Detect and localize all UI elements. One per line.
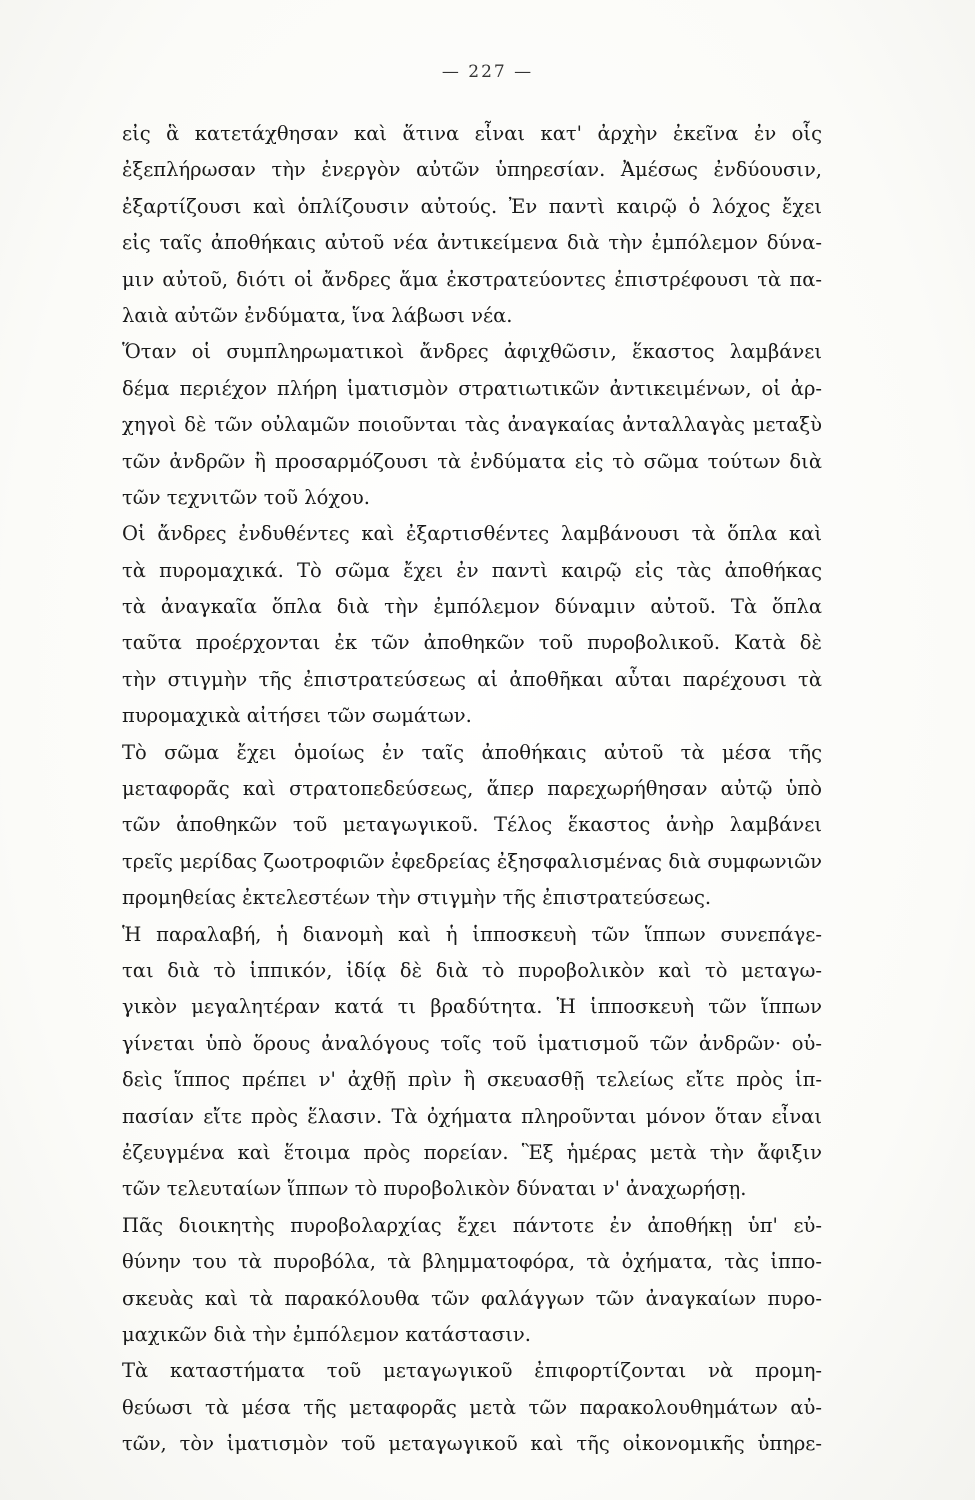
text-line: δεὶς ἵππος πρέπει ν' ἀχθῇ πρὶν ἢ σκευασθῇ τελείως εἴτε πρὸς ἱπ-: [122, 1068, 822, 1092]
text-line: ἐξεπλήρωσαν τὴν ἐνεργὸν αὐτῶν ὑπηρεσίαν. Ἀμέσως ἐνδύουσιν,: [122, 158, 822, 182]
text-line: λαιὰ αὐτῶν ἐνδύματα, ἵνα λάβωσι νέα.: [122, 303, 513, 327]
text-line: Ἡ παραλαβή, ἡ διανομὴ καὶ ἡ ἱπποσκευὴ τῶν ἵππων συνεπάγε-: [122, 922, 822, 946]
text-line: Τὸ σῶμα ἔχει ὁμοίως ἐν ταῖς ἀποθήκαις αὐτοῦ τὰ μέσα τῆς: [122, 740, 822, 764]
text-line: Πᾶς διοικητὴς πυροβολαρχίας ἔχει πάντοτε ἐν ἀποθήκῃ ὑπ' εὐ-: [122, 1213, 822, 1237]
text-line: σκευὰς καὶ τὰ παρακόλουθα τῶν φαλάγγων τῶν ἀναγκαίων πυρο-: [122, 1286, 822, 1310]
text-line: τῶν τεχνιτῶν τοῦ λόχου.: [122, 485, 370, 509]
text-line: τὴν στιγμὴν τῆς ἐπιστρατεύσεως αἱ ἀποθῆκαι αὗται παρέχουσι τὰ: [122, 667, 822, 691]
text-line: τῶν, τὸν ἱματισμὸν τοῦ μεταγωγικοῦ καὶ τῆς οἰκονομικῆς ὑπηρε-: [122, 1432, 822, 1456]
text-line: πυρομαχικὰ αἰτήσει τῶν σωμάτων.: [122, 704, 472, 728]
text-line: τρεῖς μερίδας ζωοτροφιῶν ἐφεδρείας ἐξησφαλισμένας διὰ συμφωνιῶν: [122, 849, 822, 873]
text-line: γίνεται ὑπὸ ὅρους ἀναλόγους τοῖς τοῦ ἱματισμοῦ τῶν ἀνδρῶν· οὐ-: [122, 1031, 822, 1055]
text-line: γικὸν μεγαλητέραν κατά τι βραδύτητα. Ἡ ἱπποσκευὴ τῶν ἵππων: [122, 995, 822, 1019]
text-line: πασίαν εἴτε πρὸς ἕλασιν. Τὰ ὀχήματα πληροῦνται μόνον ὅταν εἶναι: [122, 1104, 822, 1128]
text-line: Ὅταν οἱ συμπληρωματικοὶ ἄνδρες ἀφιχθῶσιν, ἕκαστος λαμβάνει: [122, 340, 822, 364]
text-line: δέμα περιέχον πλήρη ἱματισμὸν στρατιωτικῶν ἀντικειμένων, οἱ ἀρ-: [122, 376, 822, 400]
text-line: τῶν ἀνδρῶν ἢ προσαρμόζουσι τὰ ἐνδύματα εἰς τὸ σῶμα τούτων διὰ: [122, 449, 822, 473]
text-line: εἰς ταῖς ἀποθήκαις αὐτοῦ νέα ἀντικείμενα διὰ τὴν ἐμπόλεμον δύνα-: [122, 231, 822, 255]
text-line: θύνην του τὰ πυροβόλα, τὰ βλημματοφόρα, τὰ ὀχήματα, τὰς ἱππο-: [122, 1250, 822, 1274]
text-line: εἰς ἃ κατετάχθησαν καὶ ἅτινα εἶναι κατ' ἀρχὴν ἐκεῖνα ἐν οἷς: [122, 122, 822, 145]
body-text: [122, 116, 822, 1462]
text-line: ἐζευγμένα καὶ ἕτοιμα πρὸς πορείαν. Ἓξ ἡμέρας μετὰ τὴν ἄφιξιν: [122, 1140, 822, 1164]
text-line: μαχικῶν διὰ τὴν ἐμπόλεμον κατάστασιν.: [122, 1322, 531, 1346]
text-line: Οἱ ἄνδρες ἐνδυθέντες καὶ ἐξαρτισθέντες λαμβάνουσι τὰ ὅπλα καὶ: [122, 522, 822, 546]
text-line: προμηθείας ἐκτελεστέων τὴν στιγμὴν τῆς ἐπιστρατεύσεως.: [122, 886, 712, 910]
text-line: θεύωσι τὰ μέσα τῆς μεταφορᾶς μετὰ τῶν παρακολουθημάτων αὐ-: [122, 1395, 822, 1419]
text-line: τὰ ἀναγκαῖα ὅπλα διὰ τὴν ἐμπόλεμον δύναμιν αὐτοῦ. Τὰ ὅπλα: [122, 595, 822, 619]
text-line: τῶν ἀποθηκῶν τοῦ μεταγωγικοῦ. Τέλος ἕκαστος ἀνὴρ λαμβάνει: [122, 813, 822, 837]
text-line: Τὰ καταστήματα τοῦ μεταγωγικοῦ ἐπιφορτίζονται νὰ προμη-: [122, 1359, 822, 1383]
text-line: ται διὰ τὸ ἱππικόν, ἰδίᾳ δὲ διὰ τὸ πυροβολικὸν καὶ τὸ μεταγω-: [122, 958, 822, 982]
text-line: ἐξαρτίζουσι καὶ ὁπλίζουσιν αὐτούς. Ἐν παντὶ καιρῷ ὁ λόχος ἔχει: [122, 194, 822, 218]
text-line: μεταφορᾶς καὶ στρατοπεδεύσεως, ἅπερ παρεχωρήθησαν αὐτῷ ὑπὸ: [122, 777, 822, 801]
text-line: ταῦτα προέρχονται ἐκ τῶν ἀποθηκῶν τοῦ πυροβολικοῦ. Κατὰ δὲ: [122, 631, 822, 655]
text-line: χηγοὶ δὲ τῶν οὐλαμῶν ποιοῦνται τὰς ἀναγκαίας ἀνταλλαγὰς μεταξὺ: [122, 413, 822, 437]
page-number: — 227 —: [441, 62, 534, 82]
text-line: τὰ πυρομαχικά. Τὸ σῶμα ἔχει ἐν παντὶ καιρῷ εἰς τὰς ἀποθήκας: [122, 558, 822, 582]
text-line: μιν αὐτοῦ, διότι οἱ ἄνδρες ἅμα ἐκστρατεύοντες ἐπιστρέφουσι τὰ πα-: [122, 267, 822, 291]
text-line: τῶν τελευταίων ἵππων τὸ πυροβολικὸν δύναται ν' ἀναχωρήσῃ.: [122, 1177, 747, 1201]
